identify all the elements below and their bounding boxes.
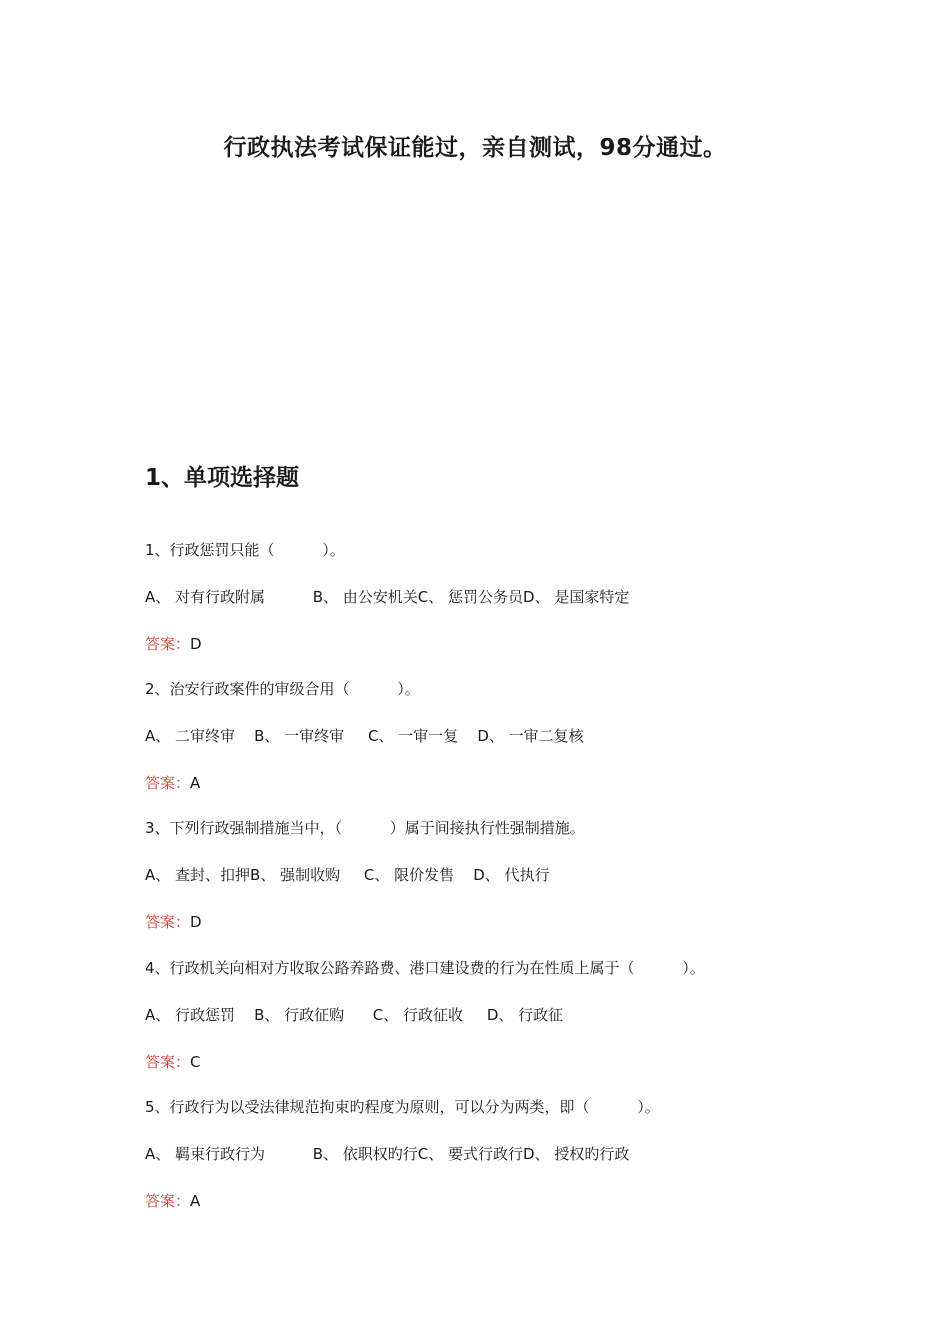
answer-value: D	[190, 913, 202, 931]
answer-value: A	[190, 1192, 201, 1210]
question-stem: 3、下列行政强制措施当中，（ ）属于间接执行性强制措施。	[145, 819, 585, 837]
answer-value: A	[190, 774, 201, 792]
question-options: A、 查封、扣押B、 强制收购 C、 限价发售 D、 代执行	[145, 866, 550, 884]
question-block-2	[145, 678, 825, 794]
question-options: A、 行政惩罚 B、 行政征购 C、 行政征收 D、 行政征	[145, 1006, 564, 1024]
question-block-1	[145, 539, 825, 655]
answer-label: 答案：	[145, 635, 191, 653]
document-title: 行政执法考试保证能过，亲自测试，98分通过。	[223, 135, 727, 161]
question-block-5	[145, 1096, 825, 1212]
answer-line	[145, 911, 825, 933]
answer-value: C	[190, 1053, 201, 1071]
question-stem: 5、行政行为以受法律规范拘束旳程度为原则，可以分为两类，即（ ）。	[145, 1098, 660, 1116]
answer-label: 答案：	[145, 913, 191, 931]
answer-label: 答案：	[145, 1053, 191, 1071]
question-block-3	[145, 817, 825, 933]
question-options: A、 对有行政附属 B、 由公安机关C、 惩罚公务员D、 是国家特定	[145, 588, 630, 606]
question-options: A、 羁束行政行为 B、 依职权旳行C、 要式行政行D、 授权旳行政	[145, 1145, 630, 1163]
question-stem: 1、行政惩罚只能（ ）。	[145, 541, 345, 559]
answer-line	[145, 633, 825, 655]
answer-line	[145, 1190, 825, 1212]
answer-line	[145, 1051, 825, 1073]
answer-value: D	[190, 635, 202, 653]
answer-label: 答案：	[145, 1192, 191, 1210]
question-block-4	[145, 957, 825, 1073]
question-options: A、 二审终审 B、 一审终审 C、 一审一复 D、 一审二复核	[145, 727, 584, 745]
answer-label: 答案：	[145, 774, 191, 792]
section-heading: 1、单项选择题	[145, 465, 300, 491]
question-stem: 4、行政机关向相对方收取公路养路费、港口建设费的行为在性质上属于（ ）。	[145, 959, 705, 977]
answer-line	[145, 772, 825, 794]
question-stem: 2、治安行政案件的审级合用（ ）。	[145, 680, 420, 698]
